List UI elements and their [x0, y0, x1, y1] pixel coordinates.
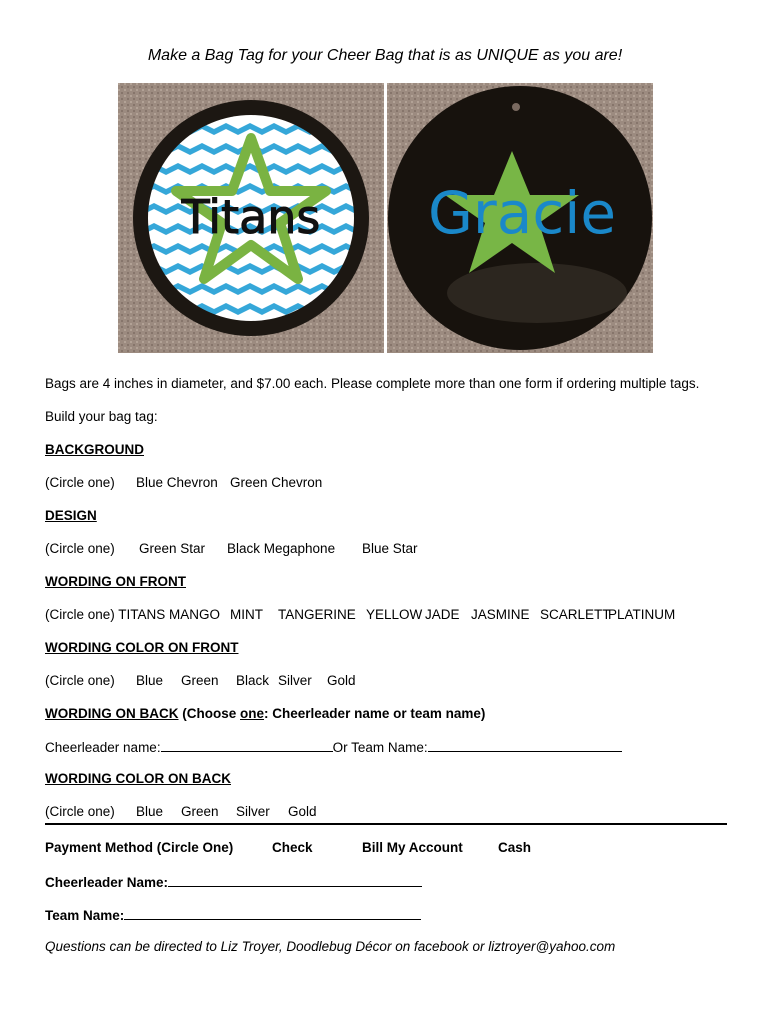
footer-contact: Questions can be directed to Liz Troyer, Doodlebug Décor on facebook or liztroyer@yahoo.com	[45, 939, 616, 954]
option-scarlett[interactable]: SCARLETT	[540, 607, 611, 622]
cheerleader-name-field[interactable]	[168, 873, 422, 887]
section-divider	[45, 823, 727, 825]
option-mango[interactable]: MANGO	[169, 607, 221, 622]
cheerleader-name-label: Cheerleader Name:	[45, 875, 169, 890]
gracie-tag-photo	[387, 83, 653, 353]
build-text: Build your bag tag:	[45, 409, 158, 424]
option-mint[interactable]: MINT	[230, 607, 263, 622]
option-green-chevron[interactable]: Green Chevron	[230, 475, 323, 490]
option-tangerine[interactable]: TANGERINE	[278, 607, 356, 622]
cheerleader-name-row	[45, 873, 422, 890]
option-platinum[interactable]: PLATINUM	[608, 607, 676, 622]
option-back-silver[interactable]: Silver	[236, 804, 270, 819]
wording-back-choose-one: one	[240, 706, 265, 721]
background-heading: BACKGROUND	[45, 442, 144, 457]
option-green-star[interactable]: Green Star	[139, 541, 206, 556]
option-blue-star[interactable]: Blue Star	[362, 541, 418, 556]
team-name-field-bottom[interactable]	[124, 906, 421, 920]
color-front-heading: WORDING COLOR ON FRONT	[45, 640, 239, 655]
background-circle-label: (Circle one)	[45, 475, 115, 490]
intro-text: Bags are 4 inches in diameter, and $7.00 each. Please complete more than one form if ordering multiple tags.	[45, 376, 700, 391]
titans-tag-photo	[118, 83, 384, 353]
titans-tag-text: Titans	[181, 190, 321, 244]
payment-label: Payment Method (Circle One)	[45, 840, 234, 855]
option-front-green[interactable]: Green	[181, 673, 219, 688]
wording-back-heading: WORDING ON BACK	[45, 706, 179, 721]
wording-back-heading-row	[45, 706, 485, 721]
team-name-label: Or Team Name:	[332, 740, 428, 755]
option-back-blue[interactable]: Blue	[136, 804, 164, 819]
page-title: Make a Bag Tag for your Cheer Bag that is as UNIQUE as you are!	[147, 47, 623, 64]
wording-front-heading: WORDING ON FRONT	[45, 574, 186, 589]
team-name-label-bottom: Team Name:	[45, 908, 125, 923]
option-bill-my-account[interactable]: Bill My Account	[362, 840, 463, 855]
option-cash[interactable]: Cash	[498, 840, 532, 855]
option-front-blue[interactable]: Blue	[136, 673, 164, 688]
option-check[interactable]: Check	[272, 840, 313, 855]
wording-back-choose-post: : Cheerleader name or team name)	[264, 706, 486, 721]
gracie-tag-text: Gracie	[427, 179, 617, 247]
design-circle-label: (Circle one)	[45, 541, 115, 556]
cheer-name-field[interactable]	[161, 739, 333, 752]
wording-front-prefix: (Circle one) TITANS	[45, 607, 166, 622]
team-name-field[interactable]	[428, 739, 622, 752]
color-back-heading: WORDING COLOR ON BACK	[45, 771, 231, 786]
option-back-gold[interactable]: Gold	[288, 804, 317, 819]
color-back-circle-label: (Circle one)	[45, 804, 115, 819]
option-black-megaphone[interactable]: Black Megaphone	[227, 541, 336, 556]
option-jasmine[interactable]: JASMINE	[471, 607, 530, 622]
color-front-circle-label: (Circle one)	[45, 673, 115, 688]
option-jade[interactable]: JADE	[425, 607, 460, 622]
wording-back-fields	[45, 739, 622, 755]
cheer-name-label: Cheerleader name:	[45, 740, 161, 755]
option-back-green[interactable]: Green	[181, 804, 219, 819]
option-front-black[interactable]: Black	[236, 673, 270, 688]
design-heading: DESIGN	[45, 508, 97, 523]
option-front-silver[interactable]: Silver	[278, 673, 312, 688]
team-name-row	[45, 906, 421, 923]
option-front-gold[interactable]: Gold	[327, 673, 356, 688]
option-yellow[interactable]: YELLOW	[366, 607, 423, 622]
wording-back-choose-pre: (Choose	[178, 706, 241, 721]
option-blue-chevron[interactable]: Blue Chevron	[136, 475, 218, 490]
